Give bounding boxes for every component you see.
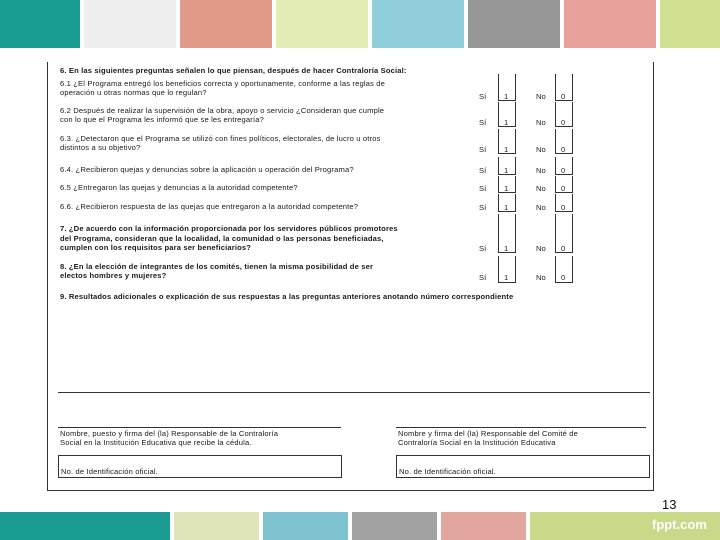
q6-3-si-value: 1	[504, 145, 509, 154]
q6-4-no-value: 0	[561, 166, 566, 175]
top-stripe-block-4	[276, 0, 368, 48]
q6-4-no-label: No	[536, 166, 546, 175]
q6-6-si-value: 1	[504, 203, 509, 212]
q6-5-text: 6.5 ¿Entregaron las quejas y denuncias a la autoridad competente?	[60, 183, 298, 192]
top-stripe-block-3	[180, 0, 272, 48]
bottom-stripe-block-4	[352, 512, 437, 540]
q6-5-no-value: 0	[561, 184, 566, 193]
q7-text-line2: del Programa, consideran que la localidad, la comunidad o las personas beneficiadas,	[60, 234, 384, 243]
fppt-logo: fppt.com	[652, 517, 707, 532]
q6-3-no-value: 0	[561, 145, 566, 154]
q6-1-si-value: 1	[504, 92, 509, 101]
bottom-color-stripe	[0, 512, 720, 540]
sig-right-line2: Contraloría Social en la Institución Educativa	[398, 438, 556, 447]
q7-si-value: 1	[504, 244, 509, 253]
q6-5-si-value: 1	[504, 184, 509, 193]
q6-3-text-line1: 6.3. ¿Detectaron que el Programa se utilizó con fines políticos, electorales, de lucro u otros	[60, 134, 381, 143]
q6-1-no-value: 0	[561, 92, 566, 101]
q6-2-text-line1: 6.2 Después de realizar la supervisión de la obra, apoyo o servicio ¿Consideran que cumple	[60, 106, 385, 115]
q7-no-value: 0	[561, 244, 566, 253]
sig-right-id-label: No. de Identificación oficial.	[399, 467, 496, 476]
q6-header: 6. En las siguientes preguntas señalen lo que piensan, después de hacer Contraloría Social:	[60, 66, 407, 75]
q8-no-label: No	[536, 273, 546, 282]
q7-si-label: Sí	[479, 244, 487, 253]
sig-left-line2: Social en la Institución Educativa que recibe la cédula.	[60, 438, 252, 447]
bottom-stripe-block-2	[174, 512, 259, 540]
q6-1-no-label: No	[536, 92, 546, 101]
q6-2-si-value: 1	[504, 118, 509, 127]
q7-no-label: No	[536, 244, 546, 253]
q9-answer-line[interactable]	[58, 392, 650, 393]
bottom-stripe-block-5	[441, 512, 526, 540]
sig-left-id-label: No. de Identificación oficial.	[61, 467, 158, 476]
q8-text-line2: electos hombres y mujeres?	[60, 271, 167, 280]
q6-2-no-label: No	[536, 118, 546, 127]
top-stripe-block-8	[660, 0, 720, 48]
top-stripe-block-2	[84, 0, 176, 48]
sig-right-line1: Nombre y firma del (la) Responsable del Comité de	[398, 429, 578, 438]
q7-text-line3: cumplen con los requisitos para ser beneficiarios?	[60, 243, 252, 252]
q6-4-si-value: 1	[504, 166, 509, 175]
q6-2-si-label: Sí	[479, 118, 487, 127]
q6-1-si-label: Sí	[479, 92, 487, 101]
q6-3-no-label: No	[536, 145, 546, 154]
q6-4-si-label: Sí	[479, 166, 487, 175]
q6-1-text-line2: operación u otras normas que lo regulan?	[60, 88, 207, 97]
q6-6-no-value: 0	[561, 203, 566, 212]
q6-3-text-line2: distintos a su objetivo?	[60, 143, 141, 152]
sig-right-line[interactable]	[396, 427, 646, 428]
top-stripe-block-6	[468, 0, 560, 48]
page-number: 13	[662, 497, 677, 512]
q7-text-line1: 7. ¿De acuerdo con la información proporcionada por los servidores públicos promotores	[60, 224, 398, 233]
top-color-stripe	[0, 0, 720, 48]
sig-left-line[interactable]	[58, 427, 341, 428]
q6-2-text-line2: con lo que el Programa les informó que se les entregaría?	[60, 115, 264, 124]
bottom-stripe-block-1	[0, 512, 170, 540]
q6-5-no-label: No	[536, 184, 546, 193]
q6-6-no-label: No	[536, 203, 546, 212]
sig-left-line1: Nombre, puesto y firma del (la) Responsable de la Contraloría	[60, 429, 279, 438]
q6-5-si-label: Sí	[479, 184, 487, 193]
bottom-stripe-block-3	[263, 512, 348, 540]
q6-1-text-line1: 6.1 ¿El Programa entregó los beneficios correcta y oportunamente, conforme a las reglas de	[60, 79, 386, 88]
q6-3-si-label: Sí	[479, 145, 487, 154]
top-stripe-block-1	[0, 0, 80, 48]
q8-si-label: Sí	[479, 273, 487, 282]
q6-6-text: 6.6. ¿Recibieron respuesta de las quejas que entregaron a la autoridad competente?	[60, 202, 359, 211]
q6-4-text: 6.4. ¿Recibieron quejas y denuncias sobre la aplicación u operación del Programa?	[60, 165, 354, 174]
q8-text-line1: 8. ¿En la elección de integrantes de los comités, tienen la misma posibilidad de ser	[60, 262, 374, 271]
q8-si-value: 1	[504, 273, 509, 282]
q8-no-value: 0	[561, 273, 566, 282]
q6-6-si-label: Sí	[479, 203, 487, 212]
q6-2-no-value: 0	[561, 118, 566, 127]
top-stripe-block-5	[372, 0, 464, 48]
top-stripe-block-7	[564, 0, 656, 48]
contraloria-form	[47, 62, 654, 491]
q9-text: 9. Resultados adicionales o explicación de sus respuestas a las preguntas anteriores anotando número correspondiente	[60, 292, 514, 301]
